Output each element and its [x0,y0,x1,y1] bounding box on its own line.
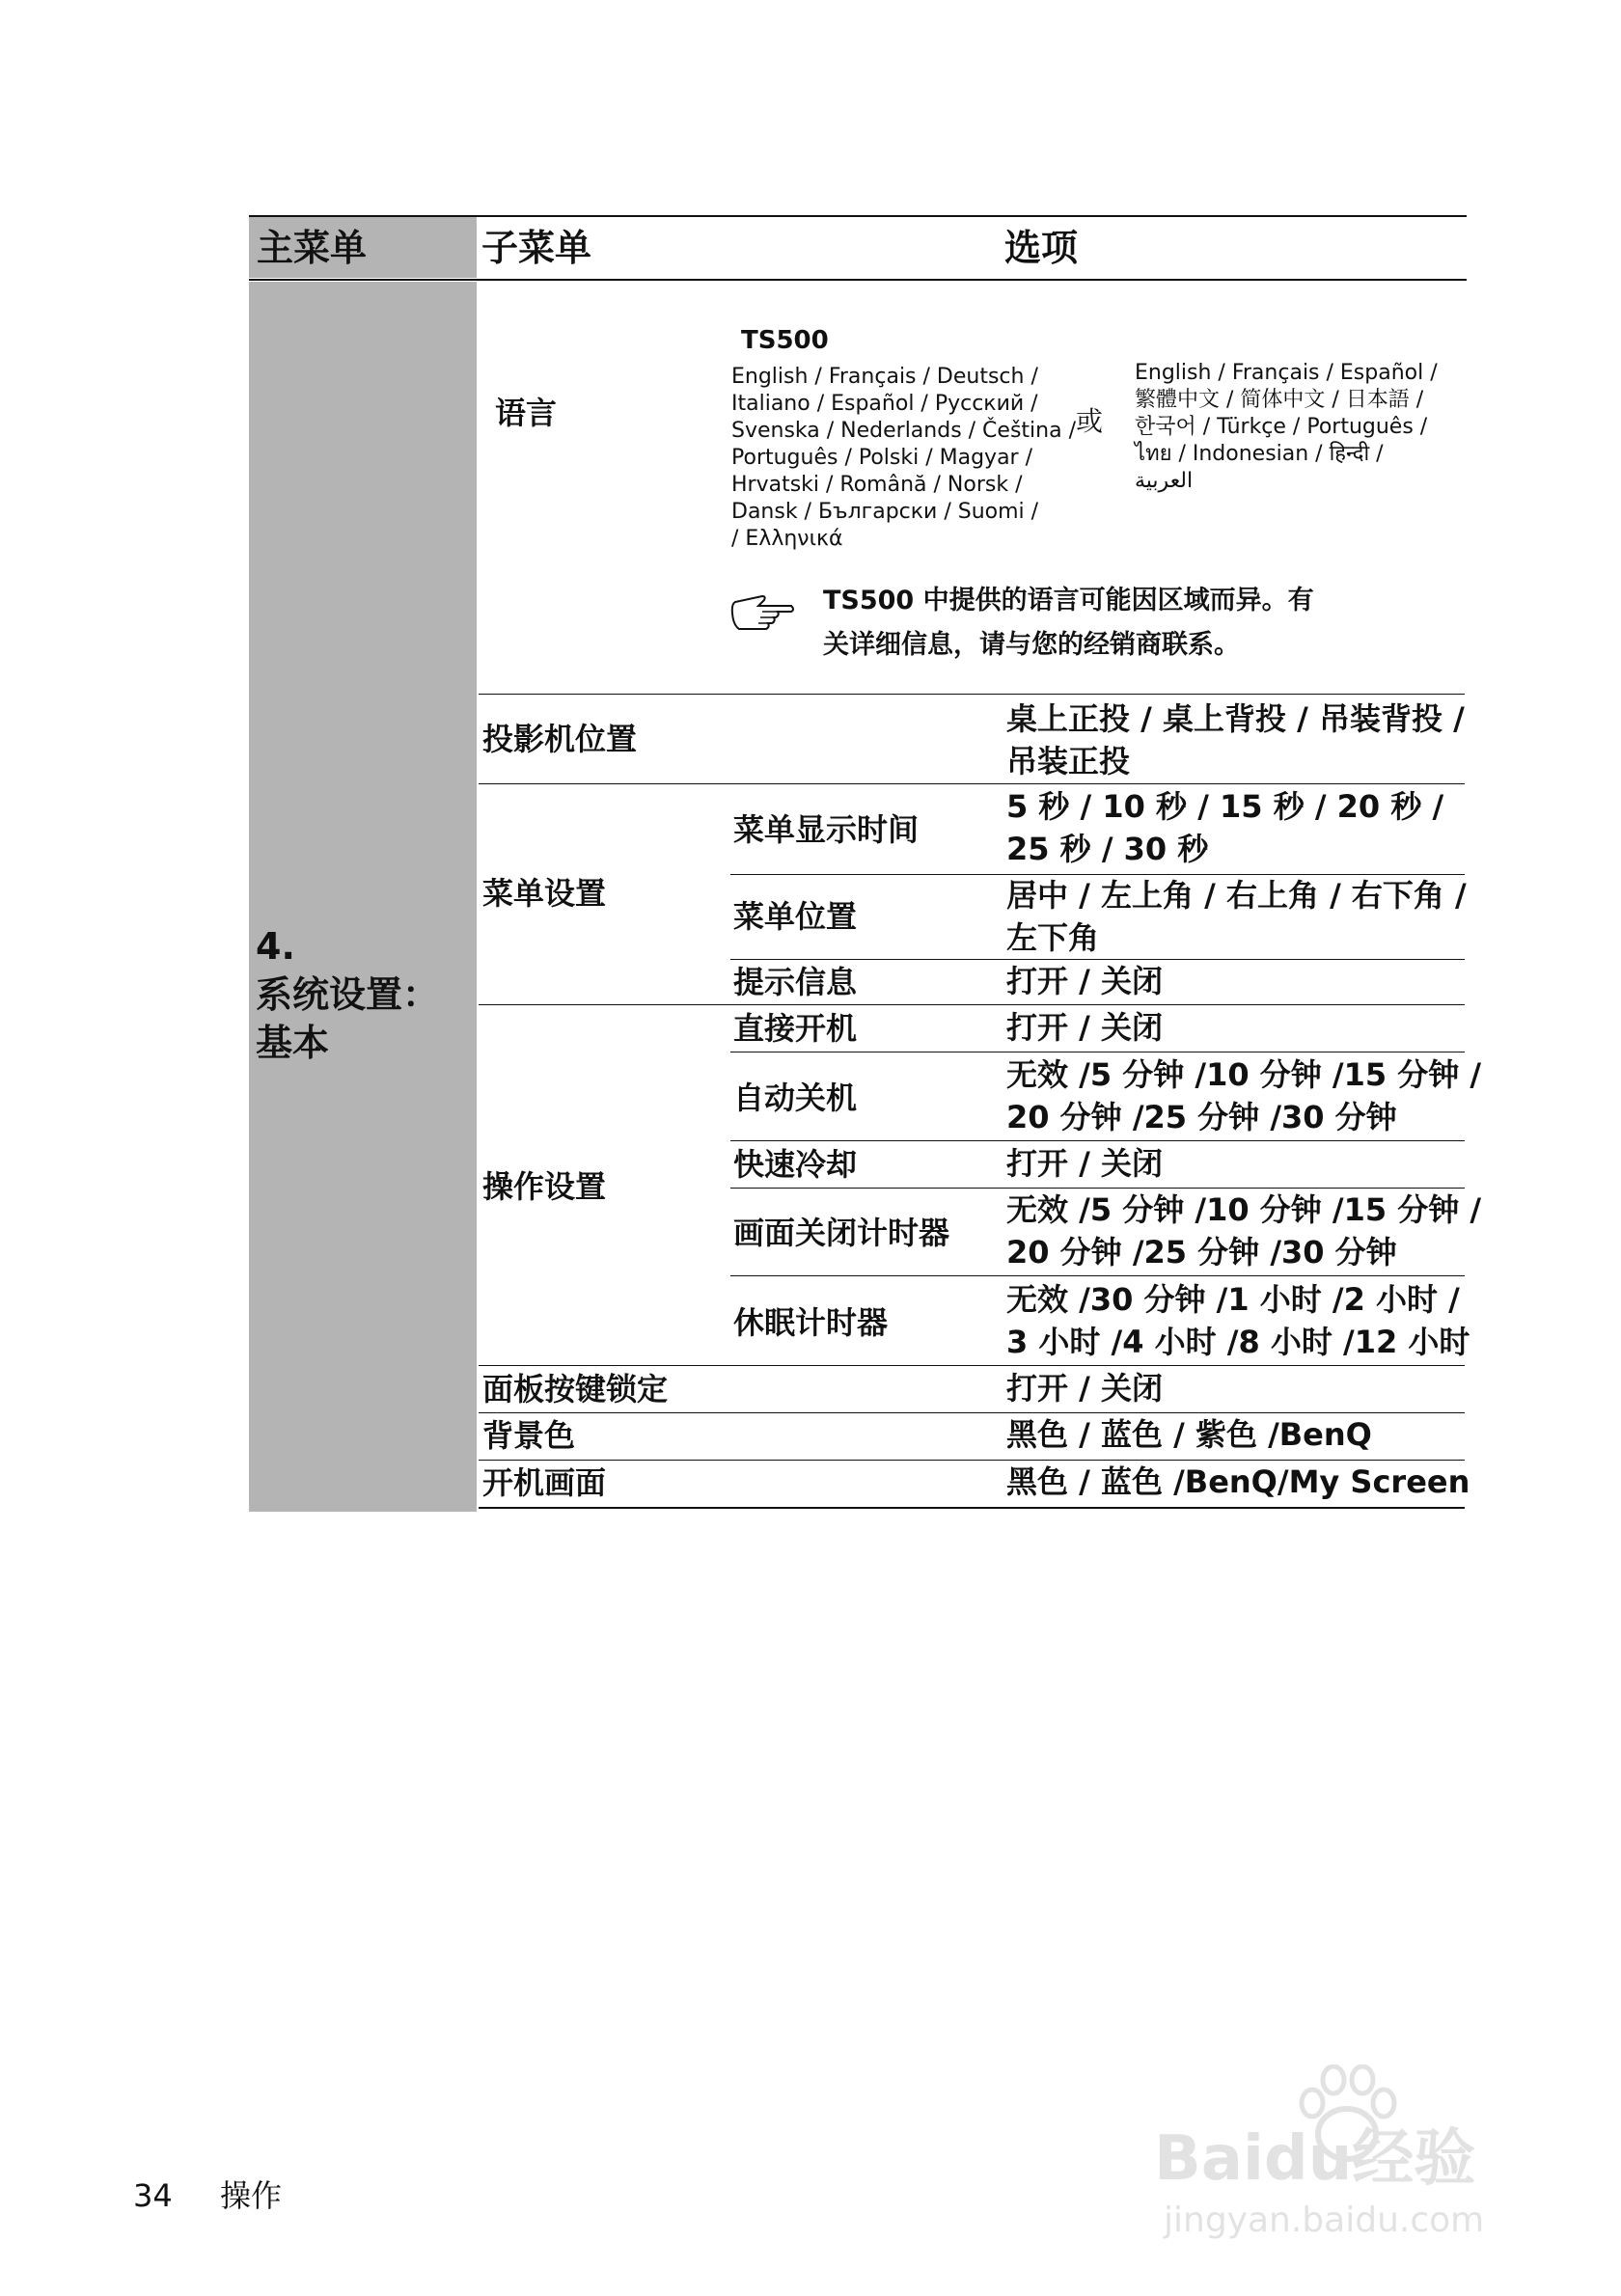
options-blank-timer-2: 20 分钟 /25 分钟 /30 分钟 [1006,1234,1397,1271]
baidu-watermark [1154,2064,1540,2257]
table-bottom-rule [479,1507,1465,1509]
options-quick-cooling: 打开 / 关闭 [1006,1145,1163,1182]
language-list-b [1135,360,1463,495]
options-reminder: 打开 / 关闭 [1006,963,1163,999]
header-bottom-rule [249,279,1467,281]
item-blank-timer: 画面关闭计时器 [733,1215,950,1251]
language-list-a-line: / Ελληνικά [731,527,843,551]
item-reminder: 提示信息 [733,964,858,1000]
item-sleep-timer: 休眠计时器 [733,1304,889,1341]
submenu-language: 语言 [495,395,558,431]
header-main-menu: 主菜单 [257,227,368,269]
language-list-b-line: English / Français / Español / [1135,361,1438,385]
language-list-a-line: Hrvatski / Română / Norsk / [731,473,1023,497]
submenu-menu-settings: 菜单设置 [482,875,607,912]
page-number: 34 [133,2177,173,2214]
row-rule [479,1004,1465,1005]
row-rule [479,783,1465,784]
options-auto-off-2: 20 分钟 /25 分钟 /30 分钟 [1006,1099,1397,1135]
main-menu-bg [249,282,477,1512]
options-menu-position-2: 左下角 [1006,919,1100,956]
options-menu-display-time-2: 25 秒 / 30 秒 [1006,831,1209,867]
language-list-a-line: Italiano / Español / Русский / [731,392,1038,416]
header-options: 选项 [1004,227,1079,269]
item-quick-cooling: 快速冷却 [733,1146,858,1183]
item-direct-power-on: 直接开机 [733,1010,858,1047]
row-rule [730,1275,1465,1276]
language-list-a-line: English / Français / Deutsch / [731,365,1038,389]
language-list-b-line: 繁體中文 / 简体中文 / 日本語 / [1135,388,1424,412]
options-projector-position-1: 桌上正投 / 桌上背投 / 吊装背投 / [1006,700,1465,737]
options-sleep-timer-1: 无效 /30 分钟 /1 小时 /2 小时 / [1006,1281,1460,1318]
row-rule [479,694,1465,695]
options-blank-timer-1: 无效 /5 分钟 /10 分钟 /15 分钟 / [1006,1191,1482,1228]
item-auto-off: 自动关机 [733,1080,858,1116]
header-submenu: 子菜单 [481,227,592,269]
submenu-panel-key-lock: 面板按键锁定 [482,1371,669,1408]
options-menu-position-1: 居中 / 左上角 / 右上角 / 右下角 / [1006,877,1467,914]
options-projector-position-2: 吊装正投 [1006,743,1131,779]
language-or: 或 [1076,405,1104,437]
language-list-a [731,364,1079,553]
pointing-hand-icon [729,592,797,635]
language-list-b-line: العربية [1135,469,1194,493]
language-note-line2: 关详细信息，请与您的经销商联系。 [823,630,1240,660]
item-menu-display-time: 菜单显示时间 [733,811,920,848]
language-list-a-line: Dansk / Български / Suomi / [731,500,1039,524]
options-menu-display-time-1: 5 秒 / 10 秒 / 15 秒 / 20 秒 / [1006,788,1444,825]
language-list-a-line: Português / Polski / Magyar / [731,446,1033,470]
header-top-rule [249,215,1467,217]
language-list-a-line: Svenska / Nederlands / Čeština / [731,419,1076,443]
watermark-line2: jingyan.baidu.com [1164,2200,1485,2240]
footer-section: 操作 [220,2177,283,2214]
row-rule [479,1365,1465,1366]
language-list-b-line: ไทย / Indonesian / हिन्दी / [1135,442,1384,466]
language-note-line1: TS500 中提供的语言可能因区域而异。有 [823,586,1314,615]
main-menu-number: 4. [256,925,295,968]
options-sleep-timer-2: 3 小时 /4 小时 /8 小时 /12 小时 [1006,1324,1470,1360]
options-background-color: 黑色 / 蓝色 / 紫色 /BenQ [1006,1416,1372,1453]
item-menu-position: 菜单位置 [733,898,858,935]
options-direct-power-on: 打开 / 关闭 [1006,1009,1163,1046]
options-panel-key-lock: 打开 / 关闭 [1006,1370,1163,1407]
submenu-operation-settings: 操作设置 [482,1168,607,1205]
options-auto-off-1: 无效 /5 分钟 /10 分钟 /15 分钟 / [1006,1056,1482,1093]
main-menu-title-1: 系统设置： [256,973,440,1016]
options-splash-screen: 黑色 / 蓝色 /BenQ/My Screen [1006,1463,1470,1500]
language-list-b-line: 한국어 / Türkçe / Português / [1135,415,1428,439]
submenu-splash-screen: 开机画面 [482,1464,607,1501]
row-rule [730,1140,1465,1141]
watermark-line1: Baidu经验 [1154,2123,1476,2195]
submenu-background-color: 背景色 [482,1417,576,1454]
main-menu-title-2: 基本 [256,1022,330,1064]
submenu-projector-position: 投影机位置 [482,721,638,757]
language-model: TS500 [741,326,829,355]
